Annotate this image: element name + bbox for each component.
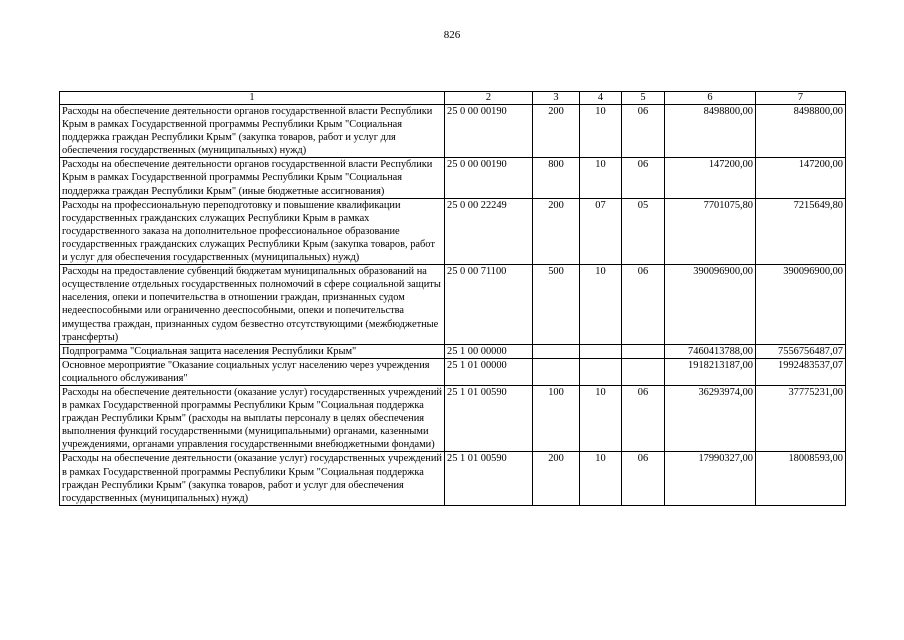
expense-description: Расходы на обеспечение деятельности (оказание услуг) государственных учреждений в рамках Государственной программы Республики Крым "Социальная поддержка граждан Республики Крым" (закупка товаров, работ и услуг для обеспечения государственных (муниципальных) нужд): [60, 452, 445, 505]
table-row: [60, 198, 846, 264]
amount-year-1: 17990327,00: [665, 452, 756, 505]
column-header: 7: [756, 92, 846, 105]
expense-description: Расходы на обеспечение деятельности органов государственной власти Республики Крым в рамках Государственной программы Республики Крым "Социальная поддержка граждан Республики Крым" (иные бюджетные ассигнования): [60, 158, 445, 198]
expense-description: Расходы на обеспечение деятельности органов государственной власти Республики Крым в рамках Государственной программы Республики Крым "Социальная поддержка граждан Республики Крым" (закупка товаров, работ и услуг для обеспечения государственных (муниципальных) нужд): [60, 105, 445, 158]
table-row: [60, 265, 846, 345]
expense-description: Расходы на обеспечение деятельности (оказание услуг) государственных учреждений в рамках Государственной программы Республики Крым "Социальная поддержка граждан Республики Крым" (расходы на выплаты персоналу в целях обеспечения выполнения функций государственными (муниципальными) органами, казенными учреждениями, органами управления государственными внебюджетными фондами): [60, 385, 445, 451]
expense-description: Основное мероприятие "Оказание социальных услуг населению через учреждения социального обслуживания": [60, 358, 445, 385]
section-code: [580, 358, 622, 385]
amount-year-1: 7460413788,00: [665, 344, 756, 358]
expense-type-code: 200: [533, 198, 580, 264]
amount-year-2: 7556756487,07: [756, 344, 846, 358]
amount-year-2: 390096900,00: [756, 265, 846, 345]
subsection-code: [622, 344, 665, 358]
section-code: 10: [580, 385, 622, 451]
section-code: 10: [580, 105, 622, 158]
expense-description: Расходы на предоставление субвенций бюджетам муниципальных образований на осуществление отдельных государственных полномочий в сфере социальной защиты населения, опеки и попечительства в отношении граждан, признанных судом недееспособными или ограниченно дееспособными, опеки и попечительства имущества граждан, признанных судом безвестно отсутствующими (межбюджетные трансферты): [60, 265, 445, 345]
expense-description: Подпрограмма "Социальная защита населения Республики Крым": [60, 344, 445, 358]
expense-type-code: 200: [533, 452, 580, 505]
expense-type-code: [533, 344, 580, 358]
amount-year-2: 8498800,00: [756, 105, 846, 158]
amount-year-1: 7701075,80: [665, 198, 756, 264]
expense-description: Расходы на профессиональную переподготовку и повышение квалификации государственных гражданских служащих Республики Крым в рамках государственного заказа на дополнительное профессиональное образование государственных гражданских служащих Республики Крым (закупка товаров, работ и услуг для обеспечения государственных (муниципальных) нужд): [60, 198, 445, 264]
column-header: 1: [60, 92, 445, 105]
subsection-code: 06: [622, 265, 665, 345]
table-row: [60, 452, 846, 505]
section-code: 10: [580, 452, 622, 505]
amount-year-2: 1992483537,07: [756, 358, 846, 385]
expense-type-code: 100: [533, 385, 580, 451]
subsection-code: 06: [622, 452, 665, 505]
target-article-code: 25 0 00 00190: [445, 158, 533, 198]
section-code: [580, 344, 622, 358]
table-row: [60, 344, 846, 358]
page-number: 826: [443, 29, 461, 41]
subsection-code: 06: [622, 105, 665, 158]
table-row: [60, 158, 846, 198]
target-article-code: 25 0 00 00190: [445, 105, 533, 158]
table-row: [60, 358, 846, 385]
target-article-code: 25 1 01 00590: [445, 385, 533, 451]
table-row: [60, 385, 846, 451]
expense-type-code: 500: [533, 265, 580, 345]
amount-year-1: 8498800,00: [665, 105, 756, 158]
target-article-code: 25 1 01 00590: [445, 452, 533, 505]
table-header-row: [60, 92, 846, 105]
section-code: 10: [580, 158, 622, 198]
target-article-code: 25 0 00 22249: [445, 198, 533, 264]
section-code: 07: [580, 198, 622, 264]
subsection-code: [622, 358, 665, 385]
amount-year-2: 147200,00: [756, 158, 846, 198]
amount-year-2: 18008593,00: [756, 452, 846, 505]
target-article-code: 25 1 00 00000: [445, 344, 533, 358]
expense-type-code: 800: [533, 158, 580, 198]
amount-year-1: 36293974,00: [665, 385, 756, 451]
amount-year-2: 7215649,80: [756, 198, 846, 264]
section-code: 10: [580, 265, 622, 345]
budget-table: [59, 91, 846, 506]
column-header: 4: [580, 92, 622, 105]
amount-year-2: 37775231,00: [756, 385, 846, 451]
amount-year-1: 1918213187,00: [665, 358, 756, 385]
subsection-code: 06: [622, 385, 665, 451]
table-row: [60, 105, 846, 158]
column-header: 3: [533, 92, 580, 105]
expense-type-code: 200: [533, 105, 580, 158]
subsection-code: 05: [622, 198, 665, 264]
subsection-code: 06: [622, 158, 665, 198]
column-header: 2: [445, 92, 533, 105]
column-header: 6: [665, 92, 756, 105]
amount-year-1: 147200,00: [665, 158, 756, 198]
column-header: 5: [622, 92, 665, 105]
amount-year-1: 390096900,00: [665, 265, 756, 345]
expense-type-code: [533, 358, 580, 385]
target-article-code: 25 1 01 00000: [445, 358, 533, 385]
target-article-code: 25 0 00 71100: [445, 265, 533, 345]
